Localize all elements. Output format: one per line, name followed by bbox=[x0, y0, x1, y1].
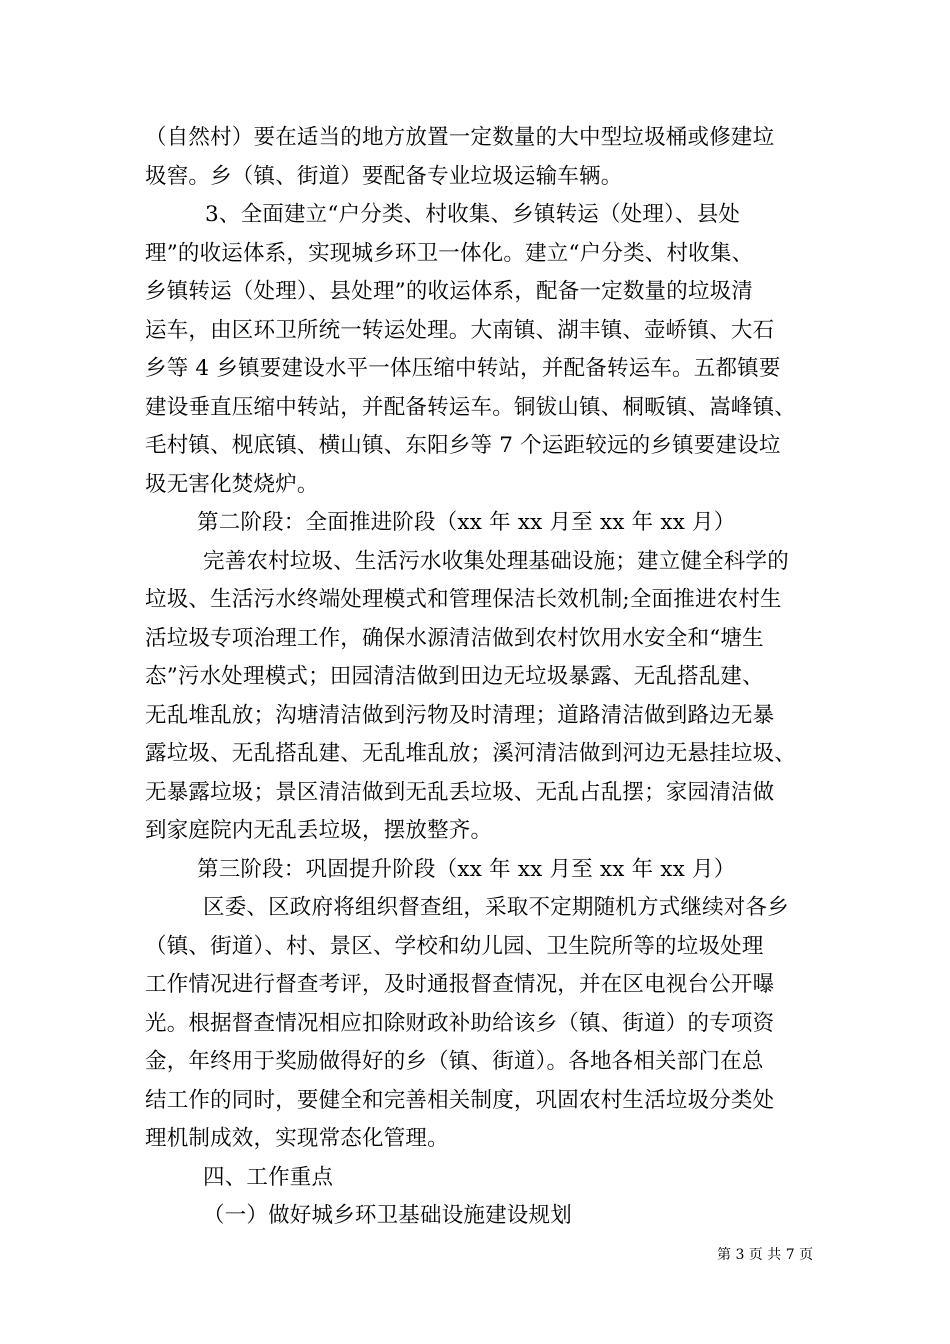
text-line: 理机制成效，实现常态化管理。 bbox=[145, 1126, 449, 1151]
text-line: 运车，由区环卫所统一转运处理。大南镇、湖丰镇、壶峤镇、大石 bbox=[145, 317, 775, 343]
text-line: 露垃圾、无乱搭乱建、无乱堆乱放；溪河清洁做到河边无悬挂垃圾、 bbox=[145, 741, 797, 766]
text-line: 理”的收运体系，实现城乡环卫一体化。建立“户分类、村收集、 bbox=[145, 240, 754, 266]
text-line: 圾窖。乡（镇、街道）要配备专业垃圾运输车辆。 bbox=[145, 163, 623, 189]
document-body bbox=[145, 119, 825, 1236]
text-line: 乡镇转运（处理）、县处理”的收运体系，配备一定数量的垃圾清 bbox=[145, 279, 754, 304]
text-line: 结工作的同时，要健全和完善相关制度，巩固农村生活垃圾分类处 bbox=[145, 1087, 775, 1113]
text-line: （镇、街道）、村、景区、学校和幼儿园、卫生院所等的垃圾处理 bbox=[145, 933, 764, 959]
text-line: 光。根据督查情况相应扣除财政补助给该乡（镇、街道）的专项资 bbox=[145, 1010, 775, 1036]
text-line: 活垃圾专项治理工作，确保水源清洁做到农村饮用水安全和“塘生 bbox=[145, 625, 764, 651]
text-line: 完善农村垃圾、生活污水收集处理基础设施；建立健全科学的 bbox=[203, 548, 789, 574]
section-heading: 四、工作重点 bbox=[203, 1164, 334, 1190]
text-line: 金，年终用于奖励做得好的乡（镇、街道）。各地各相关部门在总 bbox=[145, 1049, 764, 1074]
text-line: 圾无害化焚烧炉。 bbox=[145, 471, 319, 497]
section-heading: 第三阶段：巩固提升阶段（xx 年 xx 月至 xx 年 xx 月） bbox=[197, 856, 736, 882]
text-line: 垃圾、生活污水终端处理模式和管理保洁长效机制;全面推进农村生 bbox=[145, 587, 782, 612]
section-heading: 第二阶段：全面推进阶段（xx 年 xx 月至 xx 年 xx 月） bbox=[197, 510, 736, 535]
text-line: 毛村镇、枧底镇、横山镇、东阳乡等 7 个运距较远的乡镇要建设垃 bbox=[145, 433, 781, 458]
text-line: 建设垂直压缩中转站，并配备转运车。铜钹山镇、桐畈镇、嵩峰镇、 bbox=[145, 394, 797, 420]
text-line: 乡等 4 乡镇要建设水平一体压缩中转站，并配备转运车。五都镇要 bbox=[145, 356, 781, 381]
text-line: 工作情况进行督查考评，及时通报督查情况，并在区电视台公开曝 bbox=[145, 972, 775, 997]
text-line: 态”污水处理模式；田园清洁做到田边无垃圾暴露、无乱搭乱建、 bbox=[145, 664, 764, 689]
text-line: 无乱堆乱放；沟塘清洁做到污物及时清理；道路清洁做到路边无暴 bbox=[145, 702, 775, 728]
text-line: 无暴露垃圾；景区清洁做到无乱丢垃圾、无乱占乱摆；家园清洁做 bbox=[145, 779, 775, 805]
text-line: 区委、区政府将组织督查组，采取不定期随机方式继续对各乡 bbox=[203, 895, 789, 920]
page-number: 第 3 页 共 7 页 bbox=[717, 1247, 814, 1263]
text-line: 3、全面建立“户分类、村收集、乡镇转运（处理）、县处 bbox=[205, 202, 741, 227]
text-line: 到家庭院内无乱丢垃圾，摆放整齐。 bbox=[145, 818, 493, 843]
subsection-heading: （一）做好城乡环卫基础设施建设规划 bbox=[203, 1203, 572, 1228]
text-line: （自然村）要在适当的地方放置一定数量的大中型垃圾桶或修建垃 bbox=[145, 125, 775, 150]
